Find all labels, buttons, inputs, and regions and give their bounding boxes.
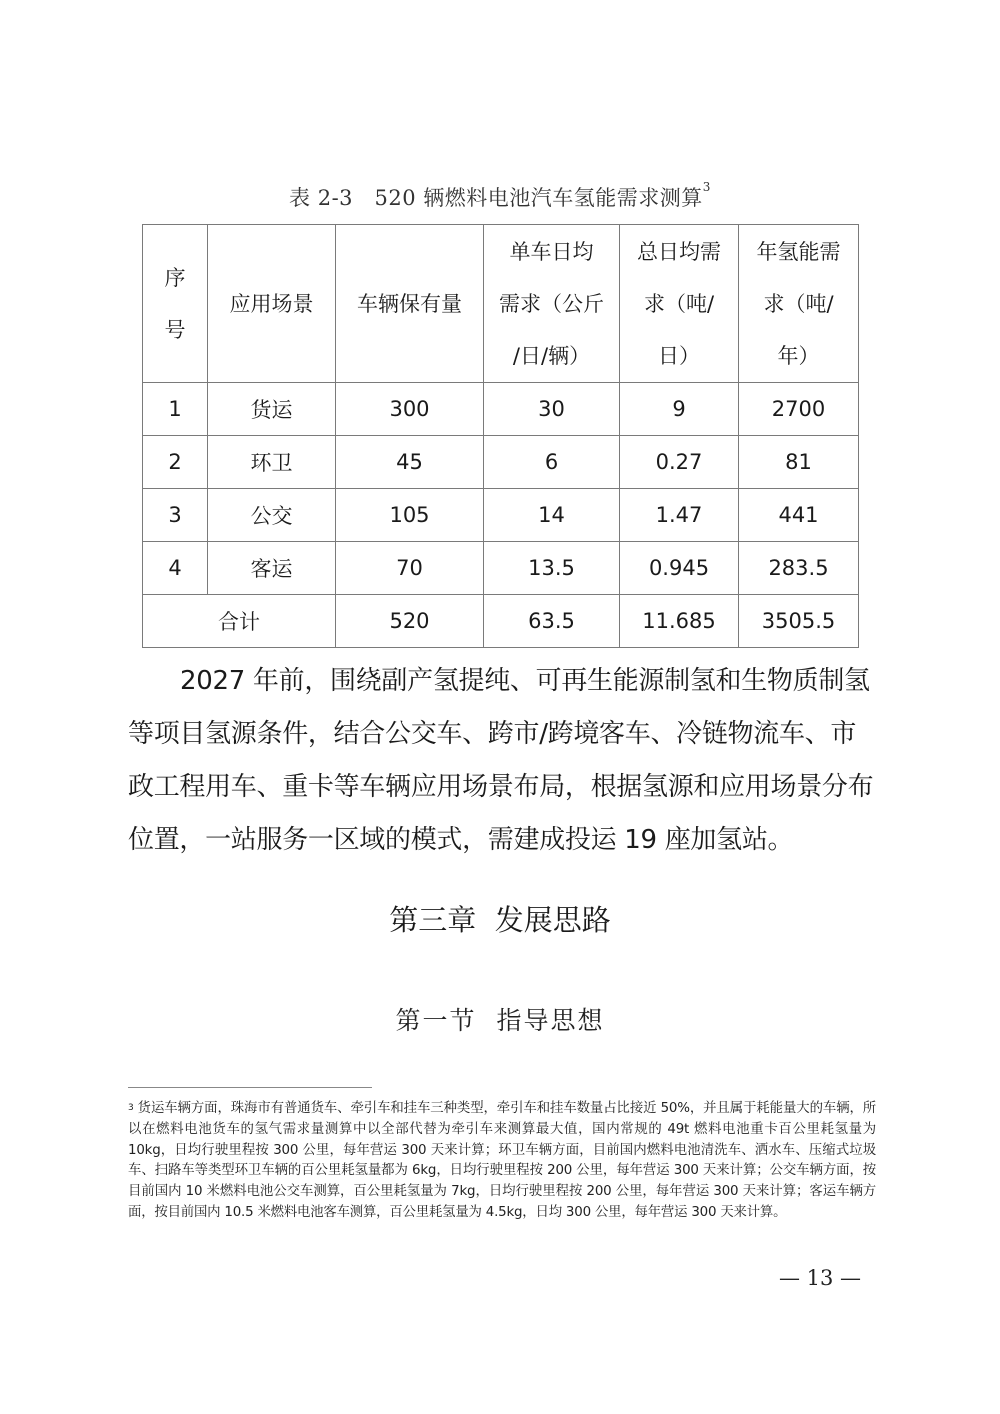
- header-text: 单车日均: [509, 239, 594, 264]
- header-cell-annual: [739, 225, 859, 383]
- header-text: 号: [164, 317, 186, 342]
- cell-per-vehicle: 14: [484, 489, 620, 542]
- table-row: [143, 436, 859, 489]
- cell-daily-total: 0.945: [620, 542, 739, 595]
- hydrogen-demand-table: [142, 224, 859, 648]
- header-cell-daily-total: [620, 225, 739, 383]
- header-cell-vehicles: [336, 225, 484, 383]
- header-text: 年氢能需: [756, 239, 841, 264]
- header-text: /日/辆）: [512, 343, 591, 368]
- cell-annual: 283.5: [739, 542, 859, 595]
- cell-annual: 2700: [739, 383, 859, 436]
- cell-scene: 环卫: [208, 436, 336, 489]
- cell-per-vehicle: 30: [484, 383, 620, 436]
- cell-vehicles: 300: [336, 383, 484, 436]
- footnote-ref[interactable]: 3: [702, 180, 711, 194]
- header-cell-per-vehicle: [484, 225, 620, 383]
- header-text: 车辆保有量: [357, 291, 462, 316]
- table-caption: [0, 182, 1000, 212]
- body-paragraph: 2027 年前，围绕副产氢提纯、可再生能源制氢和生物质制氢等项目氢源条件，结合公交车、跨市/跨境客车、冷链物流车、市政工程用车、重卡等车辆应用场景布局，根据氢源和应用场景分布位置，一站服务一区域的模式，需建成投运 19 座加氢站。: [128, 666, 874, 855]
- table-row: [143, 383, 859, 436]
- section-title: 第一节 指导思想: [395, 1006, 605, 1035]
- page-number: — 13 —: [778, 1266, 862, 1290]
- cell-no: 2: [143, 436, 208, 489]
- cell-per-vehicle: 13.5: [484, 542, 620, 595]
- header-cell-scene: [208, 225, 336, 383]
- cell-vehicles: 105: [336, 489, 484, 542]
- header-text: 需求（公斤: [499, 291, 604, 316]
- header-text: 序: [164, 265, 186, 290]
- header-text: 年）: [777, 343, 820, 368]
- footnote-divider: [128, 1087, 372, 1088]
- cell-scene: 客运: [208, 542, 336, 595]
- header-text: 应用场景: [229, 291, 314, 316]
- cell-total-per-vehicle: 63.5: [484, 595, 620, 648]
- cell-total-label: 合计: [143, 595, 336, 648]
- table-header-row: [143, 225, 859, 383]
- table-row: [143, 542, 859, 595]
- cell-vehicles: 70: [336, 542, 484, 595]
- cell-scene: 公交: [208, 489, 336, 542]
- cell-no: 4: [143, 542, 208, 595]
- footnote: [128, 1099, 876, 1224]
- cell-total-daily: 11.685: [620, 595, 739, 648]
- header-text: 求（吨/: [763, 291, 834, 316]
- table-caption-text: 表 2-3 520 辆燃料电池汽车氢能需求测算: [289, 186, 703, 210]
- cell-annual: 81: [739, 436, 859, 489]
- header-text: 求（吨/: [643, 291, 715, 316]
- cell-total-annual: 3505.5: [739, 595, 859, 648]
- cell-scene: 货运: [208, 383, 336, 436]
- header-text: 日）: [658, 343, 700, 368]
- table-row: [143, 489, 859, 542]
- cell-total-vehicles: 520: [336, 595, 484, 648]
- cell-no: 1: [143, 383, 208, 436]
- cell-daily-total: 1.47: [620, 489, 739, 542]
- cell-vehicles: 45: [336, 436, 484, 489]
- cell-annual: 441: [739, 489, 859, 542]
- table-total-row: [143, 595, 859, 648]
- cell-daily-total: 9: [620, 383, 739, 436]
- cell-no: 3: [143, 489, 208, 542]
- header-cell-no: [143, 225, 208, 383]
- cell-daily-total: 0.27: [620, 436, 739, 489]
- header-text: 总日均需: [637, 239, 721, 264]
- cell-per-vehicle: 6: [484, 436, 620, 489]
- footnote-text: 货运车辆方面，珠海市有普通货车、牵引车和挂车三种类型，牵引车和挂车数量占比接近 50%，并且属于耗能量大的车辆，所以在燃料电池货车的氢气需求量测算中以全部代替为牵引车来测算最大值，国内常规的 49t 燃料电池重卡百公里耗氢量为 10kg，日均行驶里程按 300 公里，每年营运 300 天来计算；环卫车辆方面，目前国内燃料电池清洗车、洒水车、压缩式垃圾车、扫路车等类型环卫车辆的百公里耗氢量都为 6kg，日均行驶里程按 200 公里，每年营运 300 天来计算；公交车辆方面，按目前国内 10 米燃料电池公交车测算，百公里耗氢量为 7kg，日均行驶里程按 200 公里，每年营运 300 天来计算；客运车辆方面，按目前国内 10.5 米燃料电池客车测算，百公里耗氢量为 4.5kg，日均 300 公里，每年营运 300 天来计算。: [128, 1101, 876, 1220]
- footnote-marker: 3: [128, 1103, 134, 1113]
- chapter-title: 第三章 发展思路: [389, 903, 611, 937]
